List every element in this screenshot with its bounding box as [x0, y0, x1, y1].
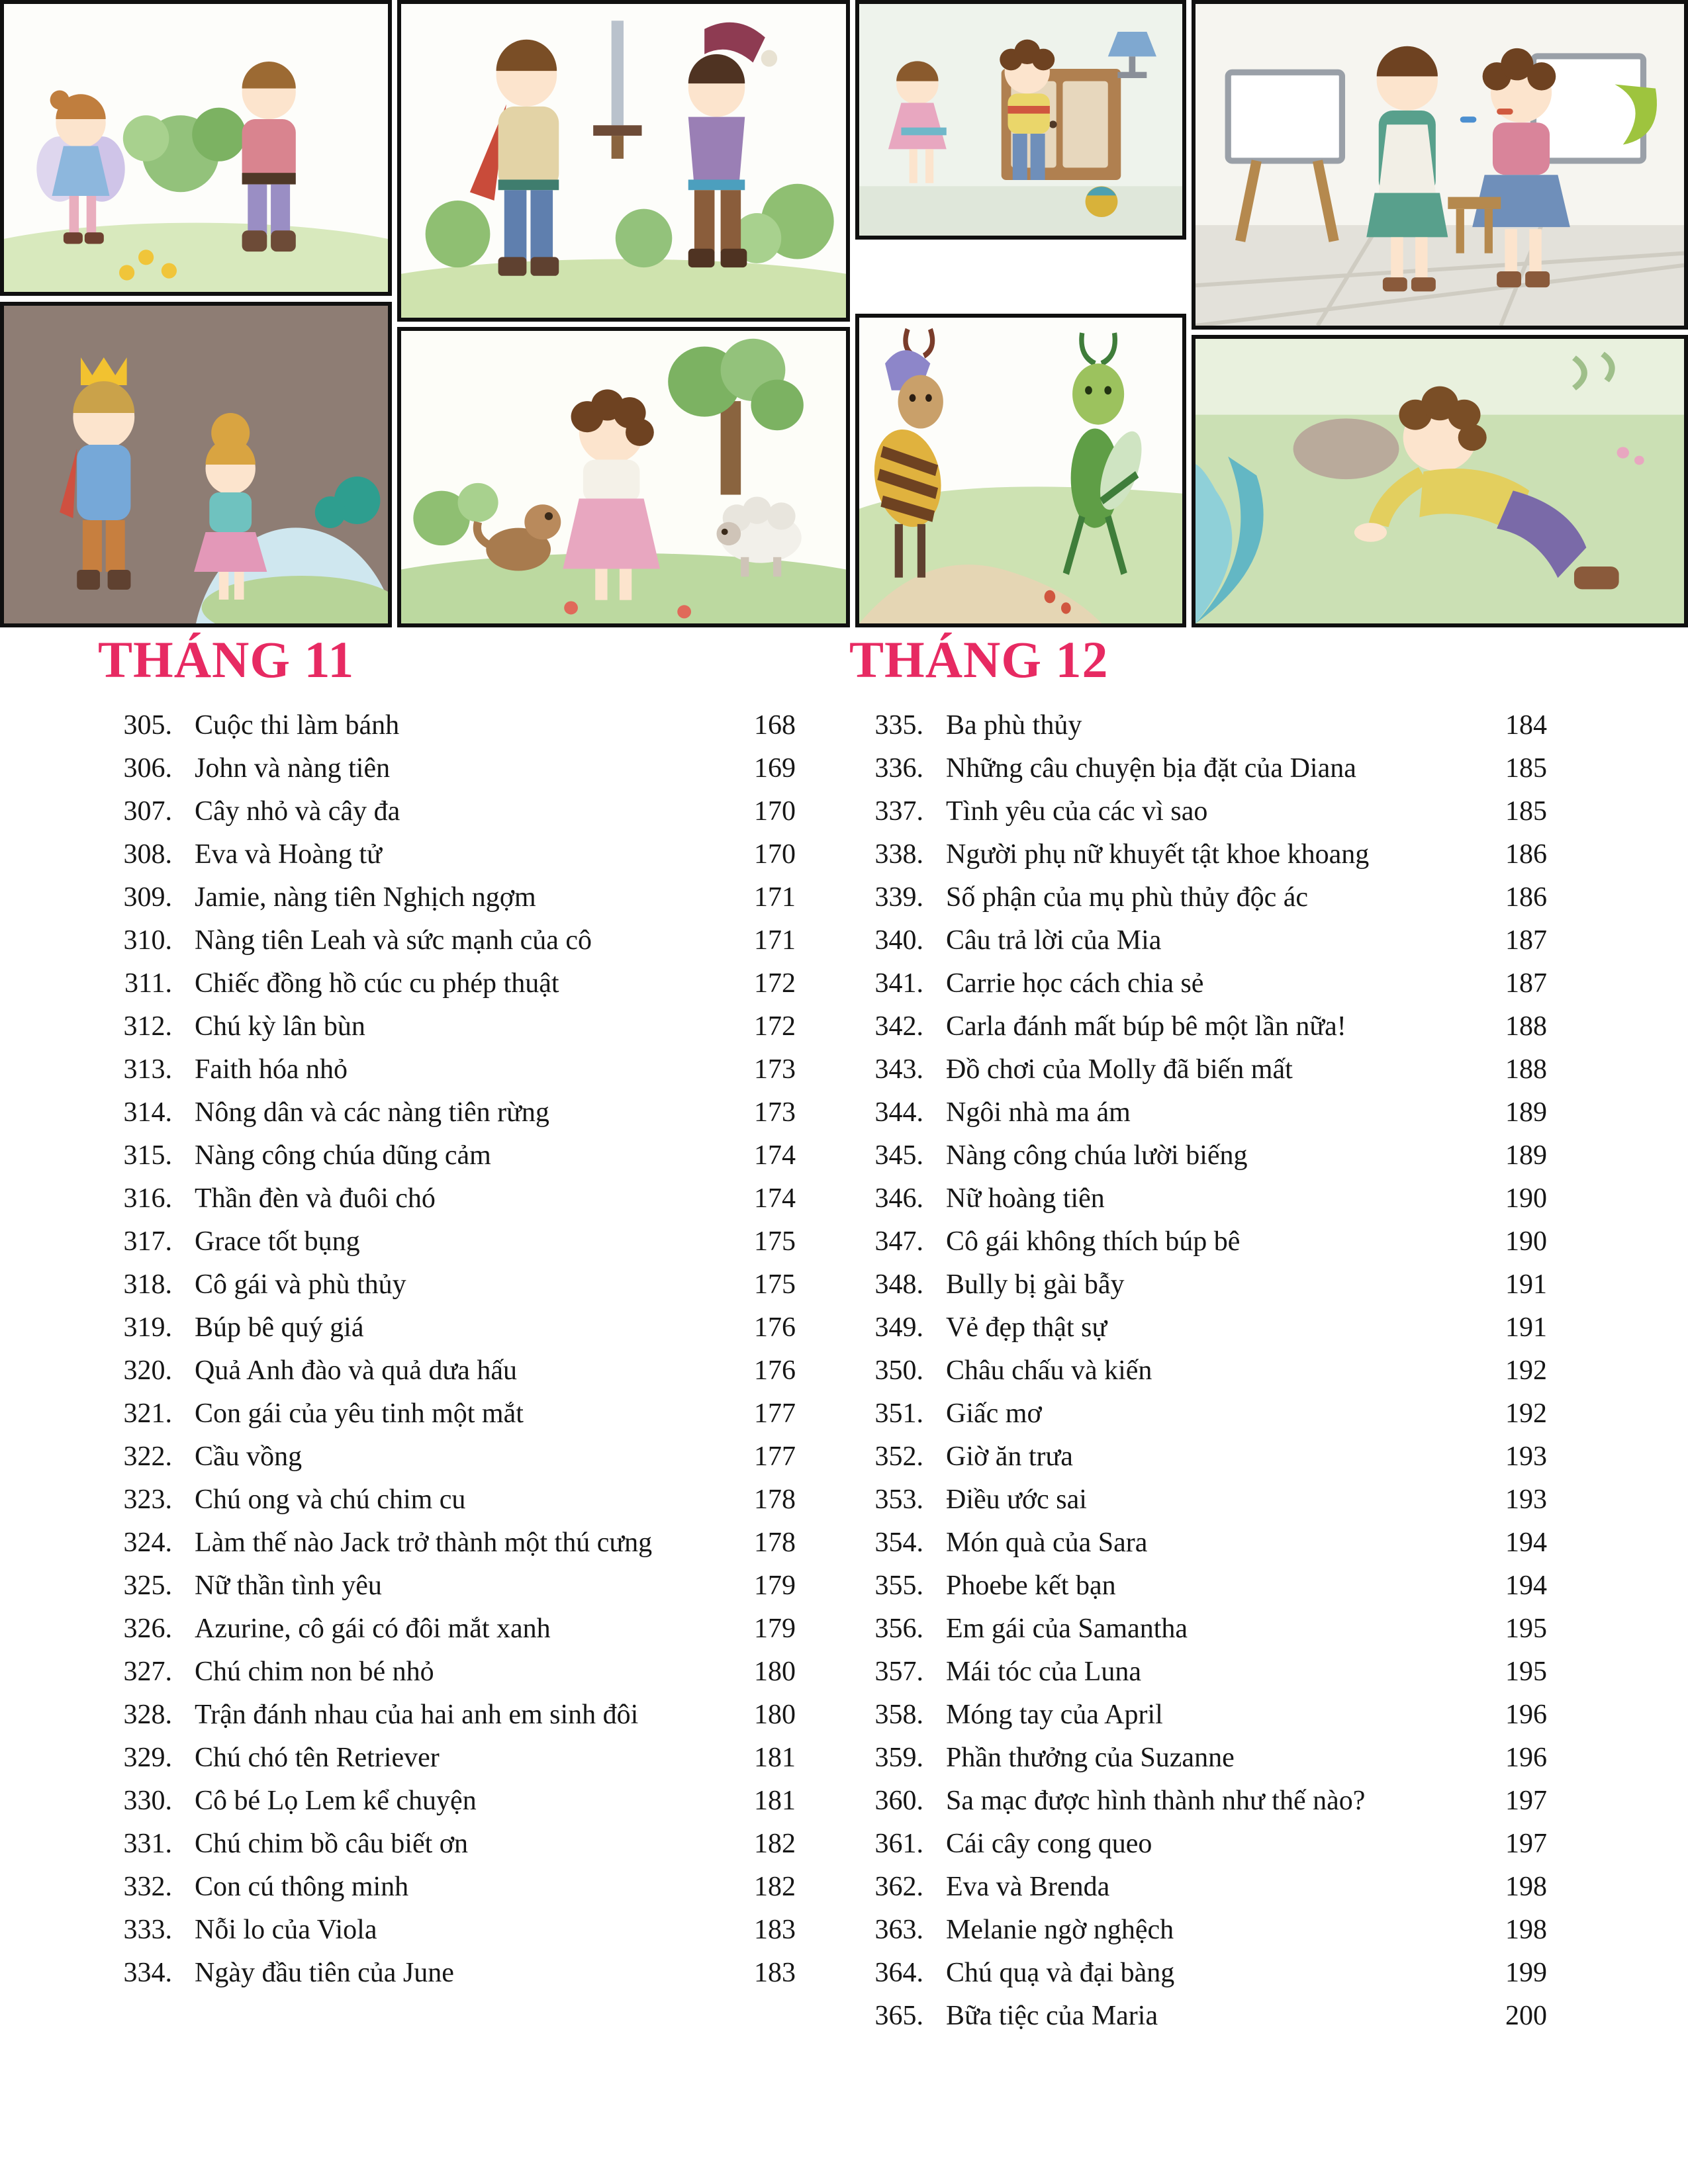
entry-number: 326. [123, 1614, 172, 1644]
entry-title: Phần thưởng của Suzanne [946, 1743, 1235, 1773]
entry-title: Melanie ngờ nghệch [946, 1915, 1174, 1945]
entry-title: Sa mạc được hình thành như thế nào? [946, 1786, 1366, 1816]
entry-page-number: 181 [754, 1786, 796, 1816]
entry-page-number: 173 [754, 1097, 796, 1128]
illustration-boy-lying-by-stream [1192, 335, 1688, 627]
entry-number: 308. [123, 839, 172, 870]
toc-entry [98, 882, 796, 925]
illustration-collage [0, 0, 1688, 627]
toc-entry [849, 1699, 1547, 1742]
entry-page-number: 188 [1505, 1011, 1547, 1042]
entry-page-number: 200 [1505, 2001, 1547, 2031]
entry-page-number: 195 [1505, 1614, 1547, 1644]
entry-page-number: 183 [754, 1915, 796, 1945]
toc-entry [98, 839, 796, 882]
toc-entry [849, 1441, 1547, 1484]
toc-entry [98, 1785, 796, 1828]
entry-title: Móng tay của April [946, 1700, 1163, 1730]
entry-page-number: 175 [754, 1269, 796, 1300]
entry-page-number: 182 [754, 1829, 796, 1859]
entry-page-number: 177 [754, 1398, 796, 1429]
toy-cabinet-art [859, 4, 1182, 236]
toc-entry [98, 1656, 796, 1699]
entry-page-number: 191 [1505, 1312, 1547, 1343]
sword-fight-art [401, 4, 846, 318]
entry-number: 316. [123, 1183, 172, 1214]
toc-entry [98, 1484, 796, 1527]
toc-entry [98, 1871, 796, 1914]
entry-page-number: 171 [754, 882, 796, 913]
entry-number: 340. [874, 925, 923, 956]
entry-number: 361. [874, 1829, 923, 1859]
entry-title: Grace tốt bụng [195, 1226, 360, 1257]
entry-number: 353. [874, 1484, 923, 1515]
entry-title: Ngày đầu tiên của June [195, 1958, 454, 1988]
toc-entry [98, 1570, 796, 1613]
toc-entry [849, 1613, 1547, 1656]
entry-number: 323. [123, 1484, 172, 1515]
entry-page-number: 191 [1505, 1269, 1547, 1300]
entry-title: Người phụ nữ khuyết tật khoe khoang [946, 839, 1370, 870]
entry-number: 345. [874, 1140, 923, 1171]
entry-title: Món quà của Sara [946, 1527, 1148, 1558]
entry-page-number: 187 [1505, 925, 1547, 956]
entry-title: Nữ thần tình yêu [195, 1570, 382, 1601]
toc-entry [849, 1742, 1547, 1785]
entry-title: Búp bê quý giá [195, 1312, 364, 1343]
entry-title: Bully bị gài bẫy [946, 1269, 1125, 1300]
entry-page-number: 198 [1505, 1872, 1547, 1902]
entry-page-number: 197 [1505, 1829, 1547, 1859]
entry-number: 362. [874, 1872, 923, 1902]
entry-page-number: 190 [1505, 1226, 1547, 1257]
toc-entry [849, 2000, 1547, 2043]
toc-entry [849, 1312, 1547, 1355]
toc-column-december [849, 630, 1547, 2043]
entry-page-number: 176 [754, 1355, 796, 1386]
entry-page-number: 192 [1505, 1355, 1547, 1386]
illustration-kids-at-toy-cabinet [855, 0, 1186, 240]
entry-page-number: 175 [754, 1226, 796, 1257]
boy-by-stream-art [1196, 339, 1684, 623]
entry-number: 352. [874, 1441, 923, 1472]
entry-title: Nông dân và các nàng tiên rừng [195, 1097, 549, 1128]
entry-page-number: 190 [1505, 1183, 1547, 1214]
toc-entry [849, 1011, 1547, 1054]
toc-entry [849, 925, 1547, 968]
entry-title: Chú chim non bé nhỏ [195, 1657, 434, 1687]
entry-page-number: 170 [754, 839, 796, 870]
toc-entry [98, 1226, 796, 1269]
entry-title: Em gái của Samantha [946, 1614, 1188, 1644]
illustration-girl-with-puppy-and-sheep [397, 327, 850, 627]
entry-number: 317. [123, 1226, 172, 1257]
entry-title: Điều ước sai [946, 1484, 1087, 1515]
toc-entry [849, 1054, 1547, 1097]
toc-entry [849, 1828, 1547, 1871]
toc-entry [849, 1097, 1547, 1140]
entry-title: Châu chấu và kiến [946, 1355, 1152, 1386]
entry-page-number: 183 [754, 1958, 796, 1988]
entry-number: 356. [874, 1614, 923, 1644]
entry-title: Số phận của mụ phù thủy độc ác [946, 882, 1309, 913]
entry-title: Nàng công chúa dũng cảm [195, 1140, 491, 1171]
month-header-november: THÁNG 11 [98, 631, 355, 688]
entry-title: John và nàng tiên [195, 753, 391, 784]
entry-number: 330. [123, 1786, 172, 1816]
entry-title: Câu trả lời của Mia [946, 925, 1162, 956]
entry-number: 339. [874, 882, 923, 913]
entry-number: 306. [123, 753, 172, 784]
entry-title: Mái tóc của Luna [946, 1657, 1142, 1687]
entry-title: Nàng công chúa lười biếng [946, 1140, 1248, 1171]
entry-number: 337. [874, 796, 923, 827]
entry-number: 324. [123, 1527, 172, 1558]
toc-entry [849, 1785, 1547, 1828]
entry-page-number: 177 [754, 1441, 796, 1472]
toc-entry [98, 796, 796, 839]
entry-number: 320. [123, 1355, 172, 1386]
entry-number: 351. [874, 1398, 923, 1429]
entry-number: 321. [123, 1398, 172, 1429]
entry-title: Cái cây cong queo [946, 1829, 1152, 1859]
illustration-girls-painting-class [1192, 0, 1688, 330]
entry-title: Giờ ăn trưa [946, 1441, 1073, 1472]
toc-entry [849, 752, 1547, 796]
month-header-december: THÁNG 12 [849, 631, 1109, 688]
entry-title: Faith hóa nhỏ [195, 1054, 348, 1085]
entry-page-number: 178 [754, 1484, 796, 1515]
entry-number: 344. [874, 1097, 923, 1128]
entry-page-number: 186 [1505, 882, 1547, 913]
entry-page-number: 195 [1505, 1657, 1547, 1687]
entry-page-number: 194 [1505, 1570, 1547, 1601]
toc-entry [98, 1398, 796, 1441]
toc-entry [849, 1570, 1547, 1613]
illustration-fairy-and-prince [0, 0, 392, 296]
toc-entry [849, 1656, 1547, 1699]
toc-entry [98, 1269, 796, 1312]
entry-title: Những câu chuyện bịa đặt của Diana [946, 753, 1356, 784]
toc-entry [849, 1484, 1547, 1527]
toc-entry [98, 1312, 796, 1355]
entry-page-number: 173 [754, 1054, 796, 1085]
toc-entry [98, 1957, 796, 2000]
entry-page-number: 170 [754, 796, 796, 827]
entry-number: 354. [874, 1527, 923, 1558]
entry-title: Trận đánh nhau của hai anh em sinh đôi [195, 1700, 639, 1730]
illustration-bee-and-grasshopper [855, 314, 1186, 627]
entry-number: 365. [874, 2001, 923, 2031]
entry-number: 349. [874, 1312, 923, 1343]
toc-entry [849, 1871, 1547, 1914]
toc-entry [849, 1527, 1547, 1570]
entry-page-number: 172 [754, 968, 796, 999]
entry-title: Con gái của yêu tinh một mắt [195, 1398, 524, 1429]
entry-number: 341. [874, 968, 923, 999]
entry-title: Ngôi nhà ma ám [946, 1097, 1131, 1128]
entry-number: 329. [123, 1743, 172, 1773]
toc-entry [849, 1398, 1547, 1441]
toc-entry [98, 1828, 796, 1871]
entry-title: Carla đánh mất búp bê một lần nữa! [946, 1011, 1346, 1042]
entry-number: 311. [124, 968, 172, 999]
entry-number: 307. [123, 796, 172, 827]
entry-number: 305. [123, 710, 172, 741]
entry-title: Jamie, nàng tiên Nghịch ngợm [195, 882, 536, 913]
entry-title: Chú quạ và đại bàng [946, 1958, 1175, 1988]
toc-entry [849, 882, 1547, 925]
entry-title: Ba phù thủy [946, 710, 1082, 741]
entry-page-number: 198 [1505, 1915, 1547, 1945]
entry-title: Chú chim bồ câu biết ơn [195, 1829, 468, 1859]
toc-entry-list-december [849, 709, 1547, 2043]
entry-page-number: 176 [754, 1312, 796, 1343]
toc-entry [98, 968, 796, 1011]
entry-title: Con cú thông minh [195, 1872, 409, 1902]
entry-page-number: 185 [1505, 796, 1547, 827]
entry-page-number: 181 [754, 1743, 796, 1773]
toc-entry [98, 1441, 796, 1484]
entry-number: 325. [123, 1570, 172, 1601]
entry-page-number: 193 [1505, 1441, 1547, 1472]
entry-title: Eva và Hoàng tử [195, 839, 382, 870]
crowned-prince-art [4, 306, 388, 623]
entry-page-number: 171 [754, 925, 796, 956]
entry-page-number: 199 [1505, 1958, 1547, 1988]
entry-number: 328. [123, 1700, 172, 1730]
entry-page-number: 182 [754, 1872, 796, 1902]
entry-title: Cô bé Lọ Lem kể chuyện [195, 1786, 477, 1816]
entry-number: 358. [874, 1700, 923, 1730]
toc-entry [849, 1914, 1547, 1957]
toc-entry [98, 1699, 796, 1742]
entry-number: 331. [123, 1829, 172, 1859]
toc-entry [849, 709, 1547, 752]
entry-title: Tình yêu của các vì sao [946, 796, 1208, 827]
entry-number: 346. [874, 1183, 923, 1214]
toc-column-november [98, 630, 796, 2000]
entry-page-number: 196 [1505, 1700, 1547, 1730]
entry-page-number: 179 [754, 1570, 796, 1601]
entry-title: Chú kỳ lân bùn [195, 1011, 365, 1042]
entry-number: 359. [874, 1743, 923, 1773]
painting-class-art [1196, 4, 1684, 326]
entry-title: Eva và Brenda [946, 1872, 1110, 1902]
entry-page-number: 180 [754, 1657, 796, 1687]
entry-page-number: 192 [1505, 1398, 1547, 1429]
entry-number: 360. [874, 1786, 923, 1816]
entry-page-number: 174 [754, 1140, 796, 1171]
entry-page-number: 187 [1505, 968, 1547, 999]
entry-title: Cầu vồng [195, 1441, 303, 1472]
toc-entry [98, 1011, 796, 1054]
entry-number: 350. [874, 1355, 923, 1386]
entry-number: 363. [874, 1915, 923, 1945]
entry-title: Cuộc thi làm bánh [195, 710, 400, 741]
entry-title: Carrie học cách chia sẻ [946, 968, 1204, 999]
toc-entry [98, 925, 796, 968]
entry-page-number: 189 [1505, 1140, 1547, 1171]
entry-page-number: 185 [1505, 753, 1547, 784]
entry-number: 318. [123, 1269, 172, 1300]
entry-number: 333. [123, 1915, 172, 1945]
toc-entry [98, 1355, 796, 1398]
toc-entry [849, 796, 1547, 839]
toc-entry [98, 1742, 796, 1785]
entry-page-number: 169 [754, 753, 796, 784]
entry-number: 347. [874, 1226, 923, 1257]
entry-page-number: 179 [754, 1614, 796, 1644]
entry-number: 313. [123, 1054, 172, 1085]
toc-entry [98, 1054, 796, 1097]
toc-entry-list-november [98, 709, 796, 2000]
entry-number: 355. [874, 1570, 923, 1601]
entry-title: Thần đèn và đuôi chó [195, 1183, 436, 1214]
entry-title: Nàng tiên Leah và sức mạnh của cô [195, 925, 592, 956]
toc-entry [98, 1914, 796, 1957]
entry-page-number: 172 [754, 1011, 796, 1042]
toc-entry [98, 709, 796, 752]
entry-title: Làm thế nào Jack trở thành một thú cưng [195, 1527, 653, 1558]
entry-title: Nữ hoàng tiên [946, 1183, 1105, 1214]
illustration-boy-with-sword-and-jester [397, 0, 850, 322]
entry-page-number: 194 [1505, 1527, 1547, 1558]
girl-puppy-sheep-art [401, 331, 846, 623]
toc-entry [849, 1269, 1547, 1312]
entry-title: Nỗi lo của Viola [195, 1915, 377, 1945]
entry-page-number: 184 [1505, 710, 1547, 741]
entry-number: 357. [874, 1657, 923, 1687]
fairy-and-prince-art [4, 4, 388, 292]
entry-number: 348. [874, 1269, 923, 1300]
entry-title: Chiếc đồng hồ cúc cu phép thuật [195, 968, 559, 999]
entry-page-number: 193 [1505, 1484, 1547, 1515]
toc-entry [849, 1140, 1547, 1183]
entry-number: 364. [874, 1958, 923, 1988]
entry-title: Cô gái không thích búp bê [946, 1226, 1241, 1257]
illustration-crowned-prince-and-girl-at-cave [0, 302, 392, 627]
entry-number: 332. [123, 1872, 172, 1902]
entry-title: Cây nhỏ và cây đa [195, 796, 400, 827]
entry-page-number: 180 [754, 1700, 796, 1730]
entry-page-number: 186 [1505, 839, 1547, 870]
entry-number: 343. [874, 1054, 923, 1085]
entry-title: Bữa tiệc của Maria [946, 2001, 1158, 2031]
entry-number: 334. [123, 1958, 172, 1988]
toc-entry [849, 1183, 1547, 1226]
toc-entry [849, 839, 1547, 882]
entry-page-number: 168 [754, 710, 796, 741]
entry-title: Phoebe kết bạn [946, 1570, 1116, 1601]
toc-entry [98, 752, 796, 796]
toc-entry [849, 1355, 1547, 1398]
entry-number: 327. [123, 1657, 172, 1687]
toc-entry [98, 1140, 796, 1183]
entry-number: 342. [874, 1011, 923, 1042]
bee-grasshopper-art [859, 318, 1182, 623]
entry-title: Chú chó tên Retriever [195, 1743, 440, 1773]
toc-entry [849, 968, 1547, 1011]
entry-number: 310. [123, 925, 172, 956]
entry-number: 336. [874, 753, 923, 784]
entry-page-number: 196 [1505, 1743, 1547, 1773]
entry-number: 319. [123, 1312, 172, 1343]
entry-number: 309. [123, 882, 172, 913]
entry-page-number: 178 [754, 1527, 796, 1558]
entry-page-number: 188 [1505, 1054, 1547, 1085]
entry-number: 322. [123, 1441, 172, 1472]
entry-number: 312. [123, 1011, 172, 1042]
toc-entry [98, 1097, 796, 1140]
entry-title: Cô gái và phù thủy [195, 1269, 406, 1300]
entry-page-number: 197 [1505, 1786, 1547, 1816]
entry-title: Giấc mơ [946, 1398, 1042, 1429]
entry-title: Chú ong và chú chim cu [195, 1484, 466, 1515]
toc-entry [98, 1183, 796, 1226]
toc-entry [98, 1613, 796, 1656]
toc-entry [849, 1957, 1547, 2000]
entry-page-number: 189 [1505, 1097, 1547, 1128]
toc-entry [98, 1527, 796, 1570]
entry-title: Azurine, cô gái có đôi mắt xanh [195, 1614, 551, 1644]
entry-number: 338. [874, 839, 923, 870]
entry-page-number: 174 [754, 1183, 796, 1214]
entry-number: 315. [123, 1140, 172, 1171]
entry-number: 314. [123, 1097, 172, 1128]
entry-title: Quả Anh đào và quả dưa hấu [195, 1355, 517, 1386]
toc-entry [849, 1226, 1547, 1269]
entry-title: Vẻ đẹp thật sự [946, 1312, 1107, 1343]
entry-number: 335. [874, 710, 923, 741]
entry-title: Đồ chơi của Molly đã biến mất [946, 1054, 1293, 1085]
